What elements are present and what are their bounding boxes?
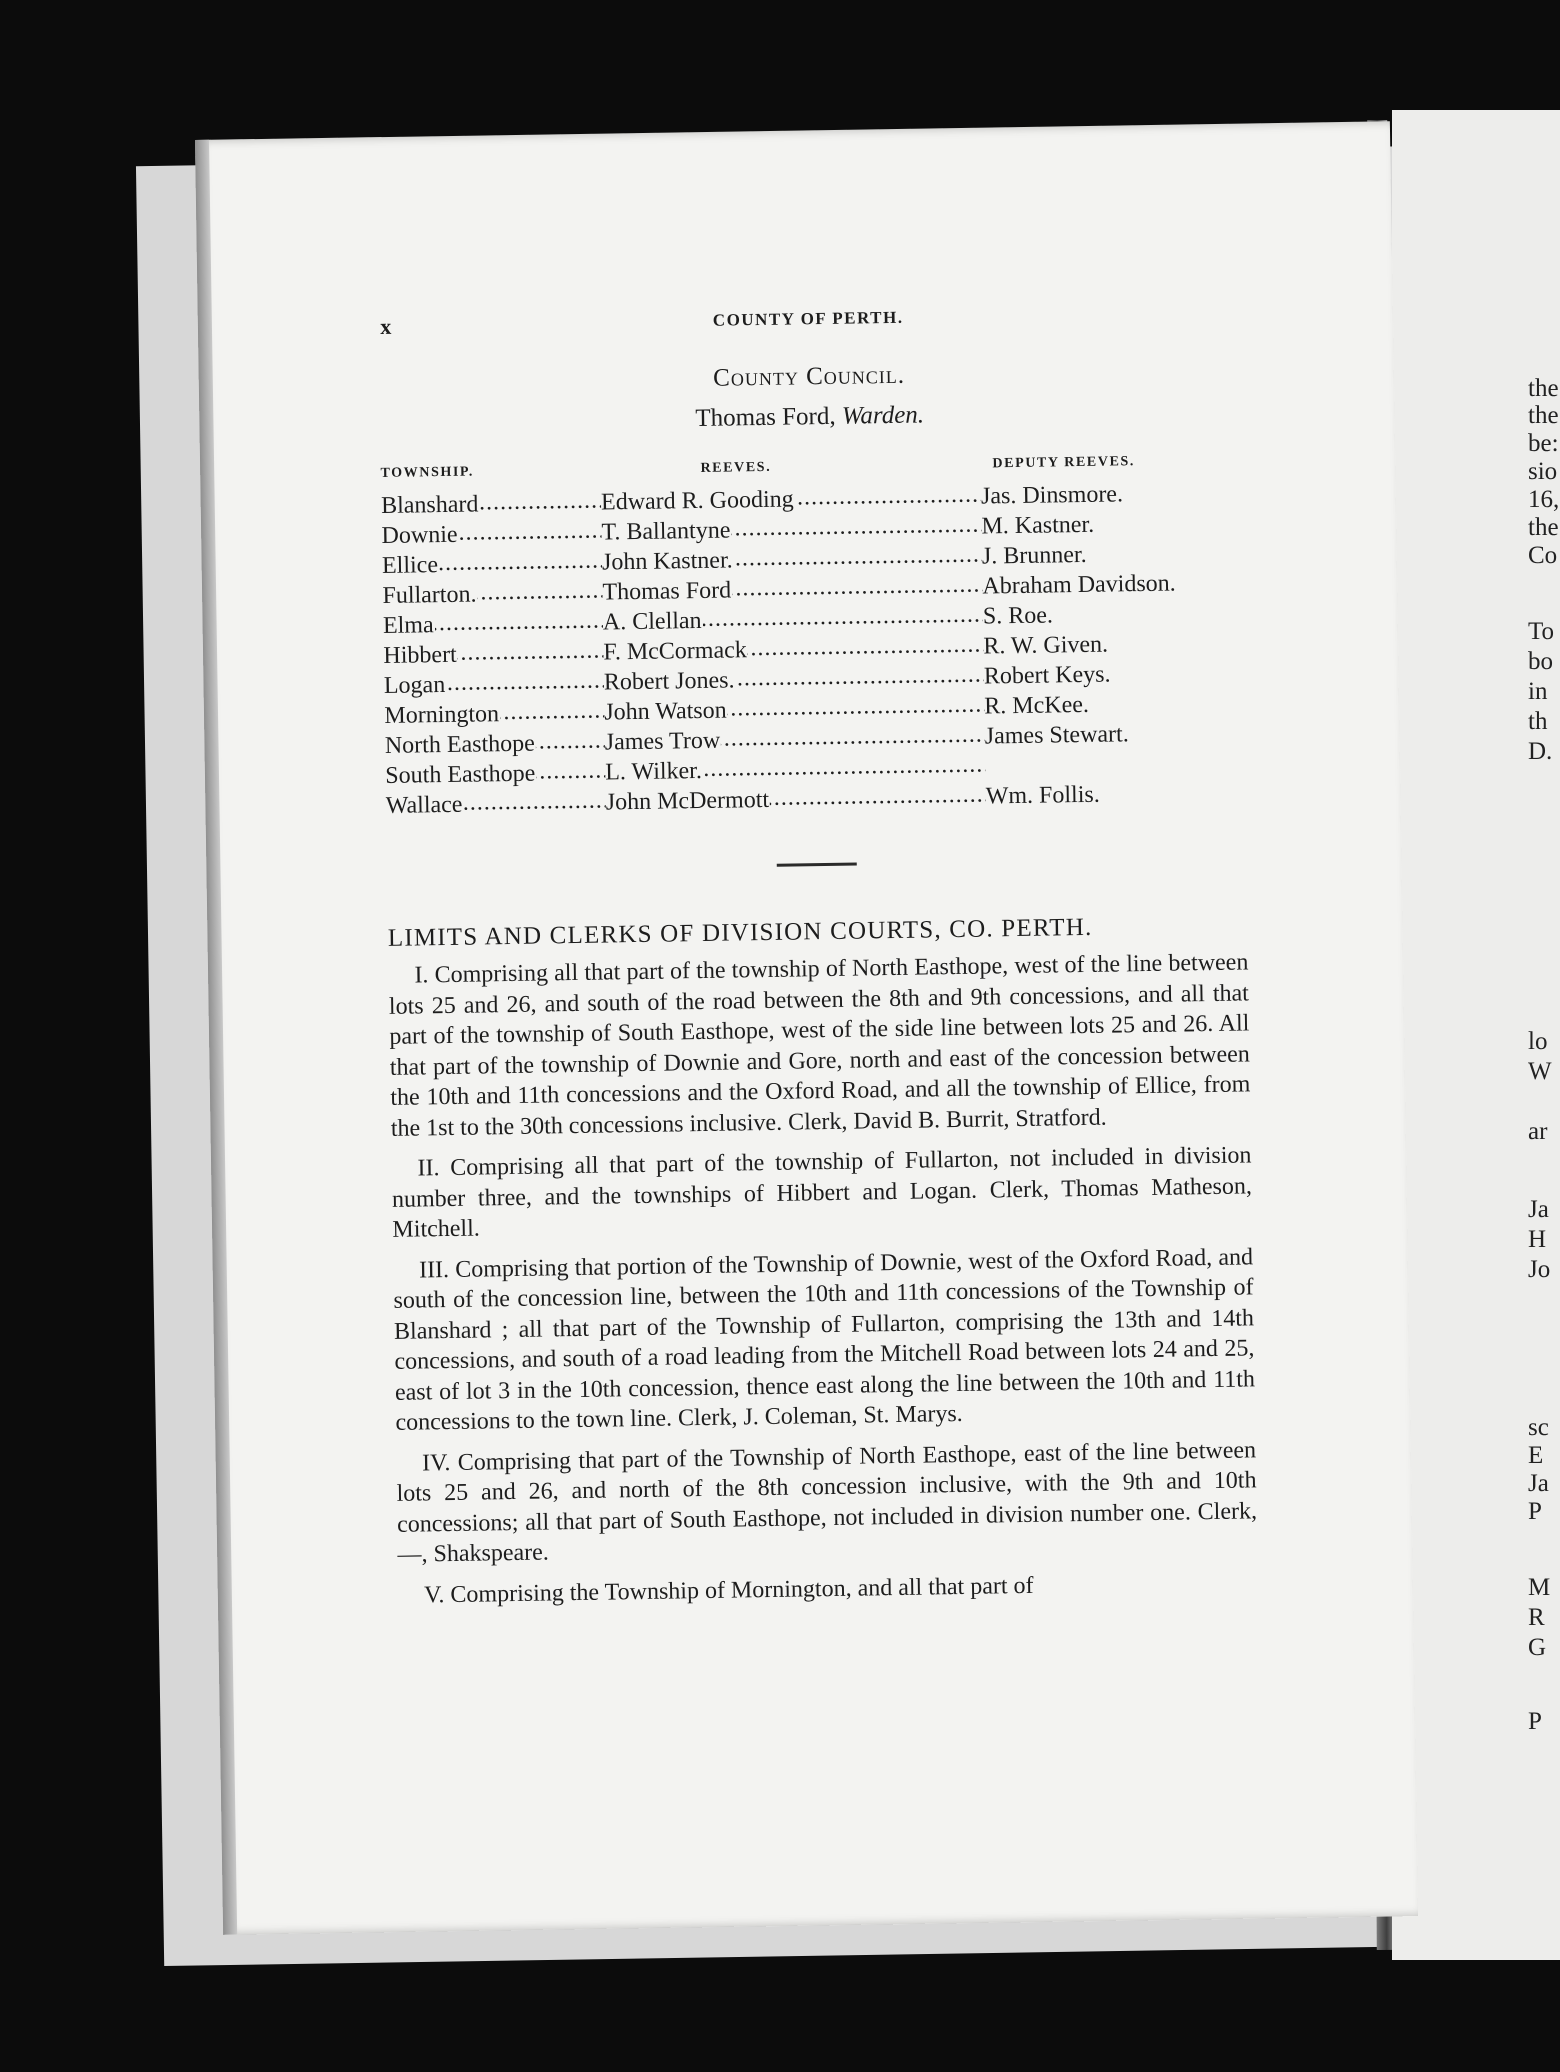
deputy-reeve-cell bbox=[982, 536, 1242, 570]
fragment: in bbox=[1528, 678, 1548, 705]
page-content bbox=[378, 296, 1258, 1620]
council-title: County Council. bbox=[712, 361, 906, 392]
header-reeves: REEVES. bbox=[700, 459, 772, 476]
township-cell bbox=[386, 786, 606, 819]
division-courts-title: LIMITS AND CLERKS OF DIVISION COURTS, CO. PERTH. bbox=[387, 913, 1093, 952]
fragment: the bbox=[1528, 402, 1559, 429]
township-cell bbox=[382, 577, 602, 610]
fragment: D. bbox=[1528, 738, 1553, 765]
township-cell-text: North Easthope bbox=[384, 730, 536, 759]
township-cell bbox=[384, 696, 604, 729]
header-township: TOWNSHIP. bbox=[380, 464, 475, 481]
fragment: sio bbox=[1528, 458, 1558, 485]
township-cell-text: South Easthope bbox=[385, 760, 536, 789]
reeve-cell-text: A. Clellan bbox=[602, 607, 702, 636]
township-cell-text: Logan bbox=[383, 671, 446, 699]
deputy-reeve-cell bbox=[985, 746, 1245, 780]
page-number: x bbox=[380, 313, 393, 339]
township-cell bbox=[382, 547, 602, 580]
fragment: bo bbox=[1528, 648, 1553, 675]
deputy-reeve-cell bbox=[981, 506, 1241, 540]
township-cell-text: Wallace bbox=[385, 791, 463, 819]
division-paragraph: V. Comprising the Township of Mornington, and all that part of bbox=[423, 1572, 1034, 1608]
fragment: Co bbox=[1528, 542, 1558, 569]
fragment: the bbox=[1528, 375, 1559, 402]
fragment: R bbox=[1528, 1604, 1545, 1631]
reeve-cell-text: James Trow bbox=[604, 727, 721, 756]
township-cell-text: Ellice bbox=[381, 552, 439, 579]
section-divider bbox=[777, 863, 857, 867]
deputy-reeve-cell bbox=[983, 626, 1243, 660]
deputy-reeve-cell-text: R. W. Given. bbox=[983, 631, 1109, 660]
township-cell bbox=[384, 667, 604, 700]
fragment: M bbox=[1528, 1574, 1551, 1601]
township-cell-text: Downie bbox=[381, 521, 458, 549]
deputy-reeve-cell-text: J. Brunner. bbox=[981, 541, 1087, 570]
warden-role: Warden. bbox=[841, 401, 925, 430]
deputy-reeve-cell bbox=[985, 716, 1245, 750]
deputy-reeve-cell bbox=[984, 686, 1244, 720]
deputy-reeve-cell-text: James Stewart. bbox=[984, 721, 1129, 750]
division-paragraph: IV. Comprising that part of the Township of North Easthope, east of the line between lots 25 and 26, and north of the 8th concession inclusive, with the 9th and 10th concessions; all that part of South Easthope, not included in division number one. Clerk, —, Shakspeare. bbox=[396, 1436, 1258, 1568]
deputy-reeve-cell-text: Abraham Davidson. bbox=[982, 570, 1176, 600]
township-cell bbox=[385, 756, 605, 789]
deputy-reeve-cell bbox=[983, 596, 1243, 630]
deputy-reeve-cell bbox=[984, 656, 1244, 690]
division-paragraph: III. Comprising that portion of the Township of Downie, west of the Oxford Road, and south of the concession line, between the 10th and 11th concessions of the Township of Blanshard ; all that part of the Township of Fullarton, comprising the 13th and 14th concessions, and south of a road leading from the Mitchell Road between lots 24 and 25, east of lot 3 in the 10th concession, thence east along the line between the 10th and 11th concessions to the town line. Clerk, J. Coleman, St. Marys. bbox=[393, 1243, 1256, 1436]
township-cell bbox=[381, 487, 601, 520]
fragment: Jo bbox=[1528, 1256, 1551, 1283]
fragment: Ja bbox=[1528, 1470, 1549, 1497]
deputy-reeve-cell-text: Wm. Follis. bbox=[985, 781, 1100, 810]
warden-line bbox=[380, 396, 1240, 438]
fragment: W bbox=[1528, 1058, 1552, 1085]
fragment: P bbox=[1528, 1708, 1542, 1735]
division-paragraph: II. Comprising all that part of the township of Fullarton, not included in division number three, and the townships of Hibbert and Logan. Clerk, Thomas Matheson, Mitchell. bbox=[391, 1142, 1253, 1243]
running-title: COUNTY OF PERTH. bbox=[712, 307, 904, 330]
division-paragraph: I. Comprising all that part of the township of North Easthope, west of the line between lots 25 and 26, and south of the road between the 8th and 9th concessions, and all that part of the township of South Easthope, west of the side line between lots 25 and 26. All that part of the township of Downie and Gore, north and east of the concession between the 10th and 11th concessions and the Oxford Road, and all the township of Ellice, from the 1st to the 30th concessions inclusive. Clerk, David B. Burrit, Stratford. bbox=[388, 949, 1251, 1142]
deputy-reeve-cell-text: R. McKee. bbox=[984, 691, 1090, 720]
deputy-reeve-cell bbox=[981, 476, 1241, 510]
reeve-cell-text: L. Wilker. bbox=[605, 757, 703, 786]
reeve-cell-text: John Kastner. bbox=[601, 547, 733, 576]
fragment: Ja bbox=[1528, 1196, 1549, 1223]
reeve-cell-text: Edward R. Gooding bbox=[600, 486, 794, 516]
township-cell-text: Fullarton. bbox=[382, 581, 477, 609]
fragment: E bbox=[1528, 1442, 1544, 1469]
fragment: To bbox=[1528, 618, 1555, 645]
deputy-reeve-cell-text: Robert Keys. bbox=[983, 661, 1111, 690]
township-cell-text: Hibbert bbox=[383, 641, 457, 669]
fragment: sc bbox=[1528, 1414, 1549, 1441]
fragment: G bbox=[1528, 1634, 1547, 1661]
reeve-cell-text: T. Ballantyne bbox=[601, 517, 731, 546]
reeve-cell-text: Thomas Ford bbox=[602, 577, 732, 606]
reeve-cell bbox=[606, 781, 986, 817]
deputy-reeve-cell-text: S. Roe. bbox=[982, 602, 1054, 630]
reeve-cell-text: F. McCormack bbox=[603, 637, 747, 666]
deputy-reeve-cell bbox=[985, 776, 1245, 810]
fragment: lo bbox=[1528, 1028, 1548, 1055]
deputy-reeve-cell bbox=[982, 566, 1242, 600]
fragment: ar bbox=[1528, 1118, 1548, 1145]
council-table bbox=[381, 476, 1246, 819]
township-cell bbox=[381, 517, 601, 550]
fragment: be: bbox=[1528, 430, 1559, 457]
township-cell-text: Mornington bbox=[384, 701, 500, 729]
reeve-cell-text: Robert Jones. bbox=[603, 667, 735, 696]
township-cell bbox=[385, 726, 605, 759]
township-cell bbox=[383, 637, 603, 670]
fragment: P bbox=[1528, 1498, 1542, 1525]
reeve-cell-text: John Watson bbox=[604, 697, 727, 726]
township-cell-text: Blanshard bbox=[380, 491, 479, 519]
township-cell-text: Elma bbox=[382, 612, 434, 639]
fragment: H bbox=[1528, 1226, 1547, 1253]
fragment: th bbox=[1528, 708, 1548, 735]
township-cell bbox=[383, 607, 603, 640]
fragment: 16, bbox=[1528, 486, 1560, 513]
fragment: the bbox=[1528, 514, 1559, 541]
deputy-reeve-cell-text: Jas. Dinsmore. bbox=[980, 481, 1124, 510]
reeve-cell-text: John McDermott bbox=[605, 786, 770, 816]
warden-name: Thomas Ford, bbox=[695, 402, 836, 433]
deputy-reeve-cell-text: M. Kastner. bbox=[981, 511, 1095, 540]
header-deputy-reeves: DEPUTY REEVES. bbox=[992, 454, 1136, 472]
